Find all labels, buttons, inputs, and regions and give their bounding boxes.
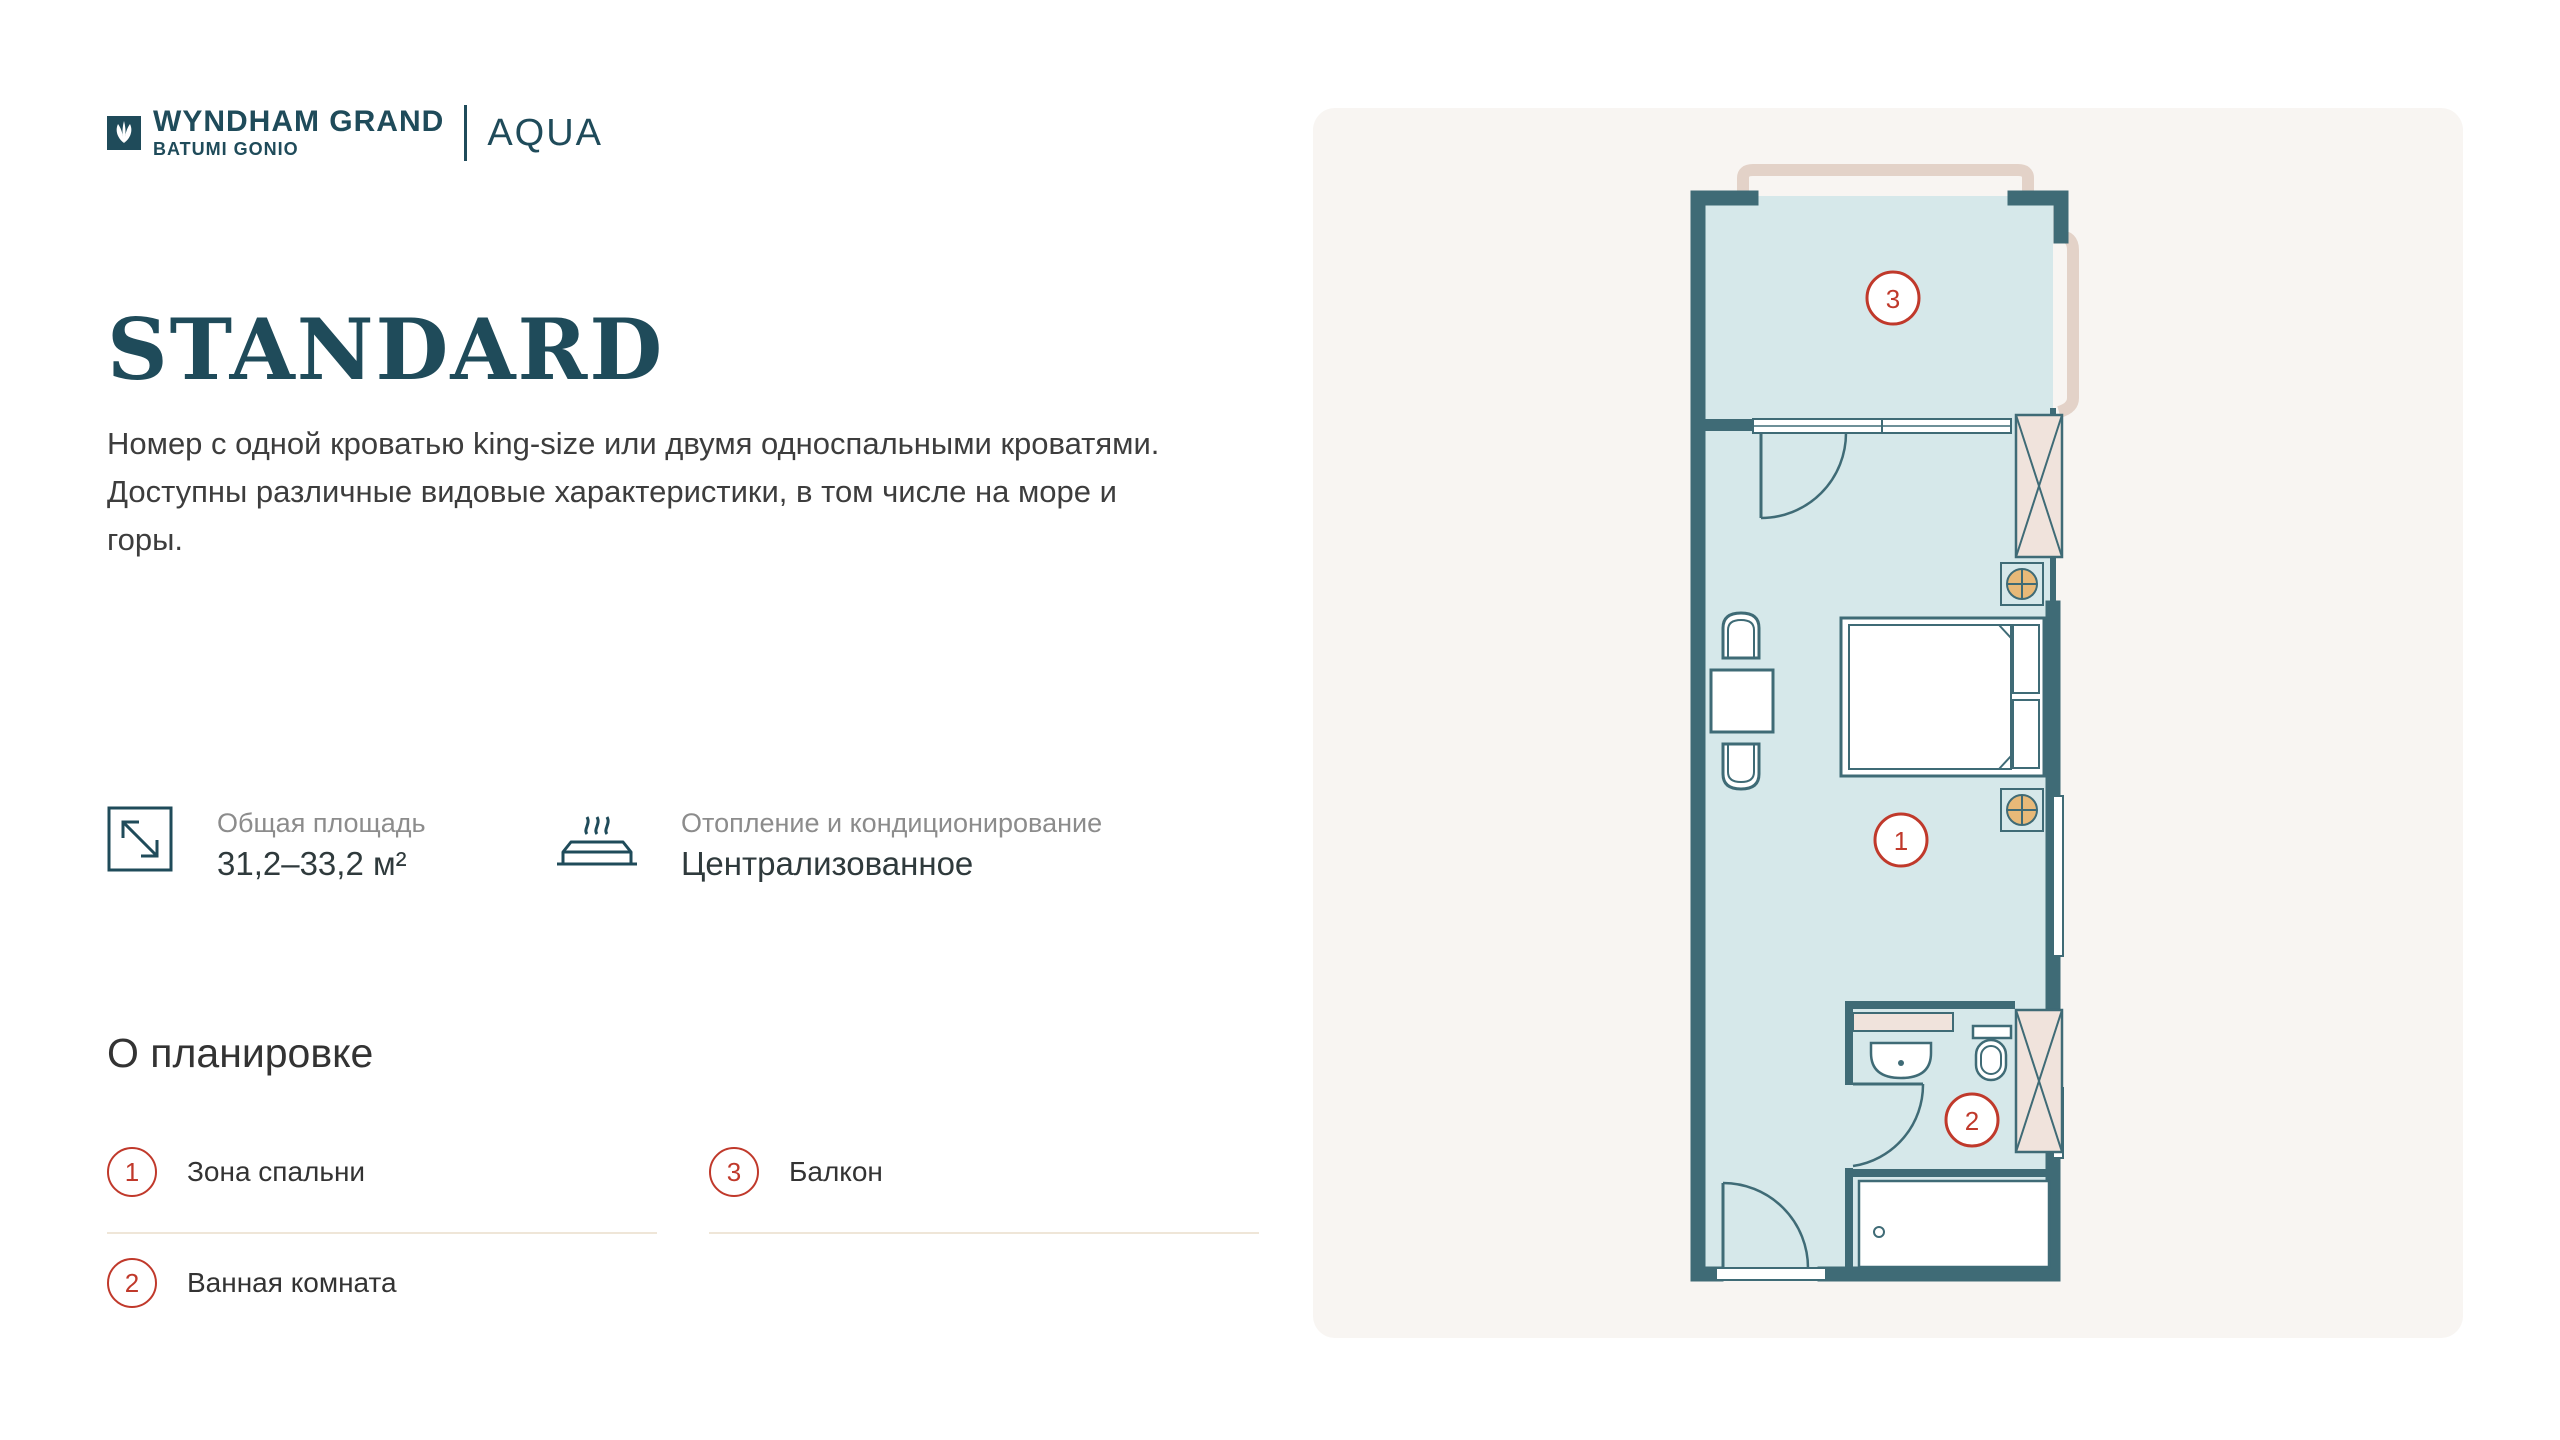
spec-heating-value: Централизованное [681, 845, 974, 882]
spec-heating-text [681, 806, 1102, 886]
balcony-railing-side [2059, 236, 2073, 412]
wyndham-leaf-icon [107, 116, 141, 150]
floor-plan-panel [1313, 108, 2463, 1338]
legend-label: Ванная комната [187, 1267, 397, 1298]
plan-marker-label: 1 [1893, 826, 1909, 856]
legend-item-balcony [709, 1124, 1259, 1234]
legend-item-bedroom [107, 1124, 657, 1234]
toilet [1973, 1026, 2011, 1080]
legend-number-badge: 3 [709, 1147, 759, 1197]
lamp-icon [2001, 563, 2043, 605]
bathtub [1859, 1181, 2049, 1267]
spec-heating [555, 806, 1102, 886]
plan-marker-label: 3 [1885, 284, 1901, 314]
lamp-icon [2001, 789, 2043, 831]
spec-area-label: Общая площадь [217, 808, 426, 838]
window [2053, 796, 2063, 956]
brand-name: WYNDHAM GRAND [153, 105, 445, 138]
legend-number-badge: 1 [107, 1147, 157, 1197]
legend-label: Зона спальни [187, 1156, 366, 1187]
brand-location: BATUMI GONIO [153, 139, 299, 159]
layout-section-title: О планировке [107, 1030, 374, 1076]
balcony-railing [1743, 170, 2028, 193]
legend-label: Балкон [789, 1156, 883, 1187]
sub-brand: AQUA [487, 111, 604, 154]
bed [1841, 618, 2044, 776]
room-description: Номер с одной кроватью king-size или двумя односпальными кроватями. Доступны различные видовые характеристики, в том числе на море и горы. [107, 426, 1160, 557]
heating-icon [555, 812, 639, 872]
legend-item-bathroom [107, 1234, 657, 1344]
spec-area [107, 806, 426, 886]
entrance-threshold [1716, 1268, 1826, 1280]
area-arrow-icon [107, 806, 173, 872]
plan-marker-1 [1875, 814, 1927, 866]
spec-area-value: 31,2–33,2 м² [217, 845, 407, 882]
logo-divider [464, 105, 467, 161]
spec-heating-label: Отопление и кондиционирование [681, 808, 1103, 838]
legend-number-badge: 2 [107, 1258, 157, 1308]
spec-area-text [217, 806, 426, 886]
bathroom-counter [1853, 1013, 1953, 1031]
room-title: STANDARD [107, 300, 665, 399]
brand-text [153, 106, 444, 160]
plan-marker-label: 2 [1964, 1106, 1980, 1136]
brand-logo [107, 105, 603, 161]
plan-marker-3 [1867, 272, 1919, 324]
floor-plan [1313, 108, 2463, 1338]
plan-marker-2 [1946, 1094, 1998, 1146]
